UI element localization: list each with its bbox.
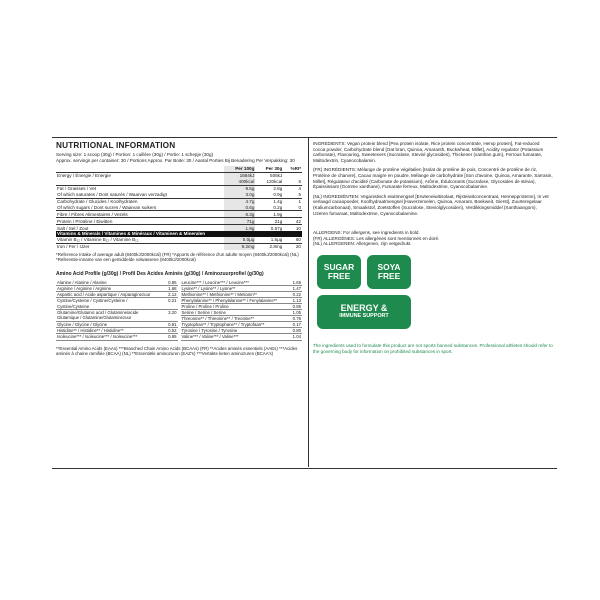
- table-row: Aspartic acid / Acide aspartique / Asparaginezuur 2.12: [57, 292, 177, 298]
- ingredients-fr: (FR) INGRÉDIENTS: Mélange de protéine végétalien [Isolat de protéine de pois, Concentré de protéine de riz, Protéine de chanvre], Cacao maigre en poudre, Mélange de carbohydrate [Son d'avoine, Quinoa, Amarante, Sarrasin, Millet], Régulateur d'acidité (Carbonate de potassium), Arôme, Édulcorants (Sucralose, Glycosides de stévia), Épaississant (Gomme xanthane), Fumarate ferreux, Maltodextrine, Cyanocobalamine.: [313, 167, 553, 190]
- allergens-fr: (FR) ALLERGÈNES: Les allergènes sont mentionnés en doré.: [313, 235, 440, 241]
- ingredients-column: [313, 141, 553, 354]
- column-divider: [308, 137, 309, 467]
- servings-per-container-line: Approx. servings per container: 30 / Portions Approx. Par Boite: 30 / Aantal Porties Bij Benadering Per Verpakking: 30: [56, 157, 295, 163]
- nutrition-row: Fat / Graisses / Vet 9.5g 2.8g 4: [57, 186, 301, 192]
- table-row: Cystine/Cysteine / Cystine/Cysteine / Cystine/Cysteine 0.21: [57, 298, 177, 309]
- nutrition-title: NUTRITIONAL INFORMATION: [56, 141, 176, 150]
- table-row: Histidine** / Histidine** / Histidine** 0.52: [57, 327, 177, 333]
- table-row: Serine / Serine / Serine 1.05: [181, 310, 301, 316]
- nutrition-row: Protein / Protéine / Eiwitten 71g 21g 42: [57, 218, 301, 224]
- table-row: Tyrosine / Tyrosine / Tyrosine 0.80: [181, 328, 301, 334]
- reference-intake-note: *Reference Intake of average adult (8400kJ/2000kcal) (FR) *Apports de référence d'un adulte moyen (8400kJ/2000kcal) (NL) *Referentie-inname van een gemiddelde volwassene (8400kJ/2000kcal): [56, 251, 299, 263]
- vitamins-minerals-band: Vitamins & Minerals / Vitamines & Minéraux / Vitaminen & Mineralen: [56, 231, 302, 237]
- nutrition-row: Fibre / Fibres Alimentaires / Vezels 6.3g 1.9g: [56, 211, 302, 218]
- nutrition-row: Of which sugars / Dont sucres / Waarvan suikers 0.6g 0.2g 0: [57, 204, 301, 210]
- nutrition-row: Of which saturates / Dont saturés / Waarvan verzadigt 3.0g 0.9g 5: [57, 192, 301, 198]
- nutrition-row: Energy / Énergie / Energie 1684kJ 505kJ: [57, 173, 283, 179]
- allergens-en: ALLERGENS: For allergens, see ingredients in bold.: [313, 230, 420, 236]
- sport-substances-note: The ingredients used to formulate this product are not sports banned substances. Professional athletes should refer to the governing body for information on prohibited substances in sport.: [313, 342, 553, 354]
- amino-acid-grid: [56, 280, 302, 341]
- col-per100-header: Per 100g: [224, 166, 256, 172]
- nutrition-row: Carbohydrate / Glucides / Koolhydraten 4.7g 1.4g 1: [57, 198, 301, 204]
- table-row: Isoleucine*** / Isoleucine*** / Isoleucine*** 0.95: [57, 334, 177, 340]
- ingredients-nl: (NL) INGREDIËNTEN: Veganistisch eiwitmengsel [Erwteneiwitisolaat, Rijsteiwitconcentraat, Hennepproteïne], In vet verlaagd cacaopoeder, Koolhydraatmengsel [Haverzemelen, Quinoa, Amarant, Boekweit, Gierst], Zuurteregelaar (Kaliumcarbonaat), Smaakstof, Zoetstoffen (Sucralose, Steviolglycosiden), Verdikkingsmiddel (Xanthaangom), IJzeren fumaraat, Maltodextrine, Cyanocobalamine.: [313, 193, 549, 216]
- table-row: Methionine** / Methionine** / Metionin** 0.22: [181, 291, 301, 297]
- table-row: Glycine / Glycine / Glycine 0.81: [57, 321, 177, 327]
- table-row: Arginine / Arginine / Arginine 1.68: [57, 285, 177, 291]
- amino-acid-title: Amino Acid Profile (g/30g) / Profil Des Acides Aminés (g/30g) / Aminozuurprofiel (g/30g): [56, 270, 264, 277]
- table-row: Glutamine/Glutamic acid / Glutamine/acide Glutamique / Glutamine/Glutaminezuur 3.20: [57, 310, 177, 321]
- table-row: Proline / Proline / Proline 0.85: [181, 303, 301, 309]
- table-row: Tryptophan** / Tryptophane** / Tryptofaan** 0.17: [181, 322, 301, 328]
- ingredients-en: INGREDIENTS: Vegan protein blend [Pea protein isolate, Rice protein concentrate, Hemp protein], Fat-reduced cocoa powder, Carbohydrate blend [Oat bran, Quinoa, Amaranth, Buckwheat, Millet], Acidity regulator (Potassium carbonate), Flavouring, Sweeteners (Sucralose, Steviol glycosides), Thickener (xanthan gum), Ferrous fumarate, Maltodextrin, Cyanocobalamin.: [313, 141, 544, 163]
- sugar-free-badge: SUGAR FREE: [317, 255, 361, 289]
- soya-free-badge: SOYA FREE: [367, 255, 411, 289]
- table-row: Valine*** / Valine*** / Valine*** 1.04: [181, 334, 301, 340]
- table-row: Alanine / Alanine / Alanine 0.85: [57, 279, 177, 285]
- nutrition-row: Vitamin B₁₂ / Vitamine B₁₂ / Vitamine B₁₂ 5.0μg 1.5μg 60: [57, 237, 301, 243]
- col-per30-header: Per 30g: [255, 166, 283, 172]
- amino-acid-table-right: [181, 280, 303, 341]
- nutrition-row: Salt / Sel / Zout 1.9g 0.57g 10: [57, 225, 301, 231]
- table-row: Phenylalanine** / Phenylalanine** / Fenylalanine** 1.13: [181, 297, 301, 303]
- col-ri-header: %RI*: [283, 166, 302, 172]
- nutrition-row: Iron / Fer / IJzer 9.2mg 2.8mg 20: [57, 244, 301, 250]
- amino-acid-table-left: [56, 280, 178, 341]
- nutrition-row: 400kcal 120kcal 6: [56, 179, 302, 185]
- serving-size-line: Serving size: 1 scoop (30g) / Portion: 1 cuillère (30g) / Portie: 1 schepje (30g): [56, 152, 214, 157]
- table-row: Threonine** / Threonine** / Treonine** 0.76: [181, 316, 301, 322]
- energy-immune-badge: ENERGY & IMMUNE SUPPORT: [317, 295, 411, 329]
- allergens-nl: (NL) ALLERGENEN: Allergenen, zijn vetgedrukt.: [313, 241, 412, 247]
- table-row: Leucine*** / Leucine*** / Leucine*** 1.65: [181, 279, 301, 285]
- nutrition-column: [56, 141, 302, 356]
- claim-badges: [313, 255, 553, 337]
- table-row: Lysine** / Lysine** / Lysine** 1.47: [181, 285, 301, 291]
- amino-acid-footnote: **Essential Amino Acids (EAAs) ***Branched Chain Amino Acids (BCAAs) (FR) **Acides aminés essentiels (AAEs) ***Acides aminés à chaine ramifiée (BCAA) (NL) **Essentiële aminozuren (EAZ's) ***Vertakte keten aminozuren (BCAA's): [56, 345, 298, 356]
- nutrition-table: [56, 166, 302, 250]
